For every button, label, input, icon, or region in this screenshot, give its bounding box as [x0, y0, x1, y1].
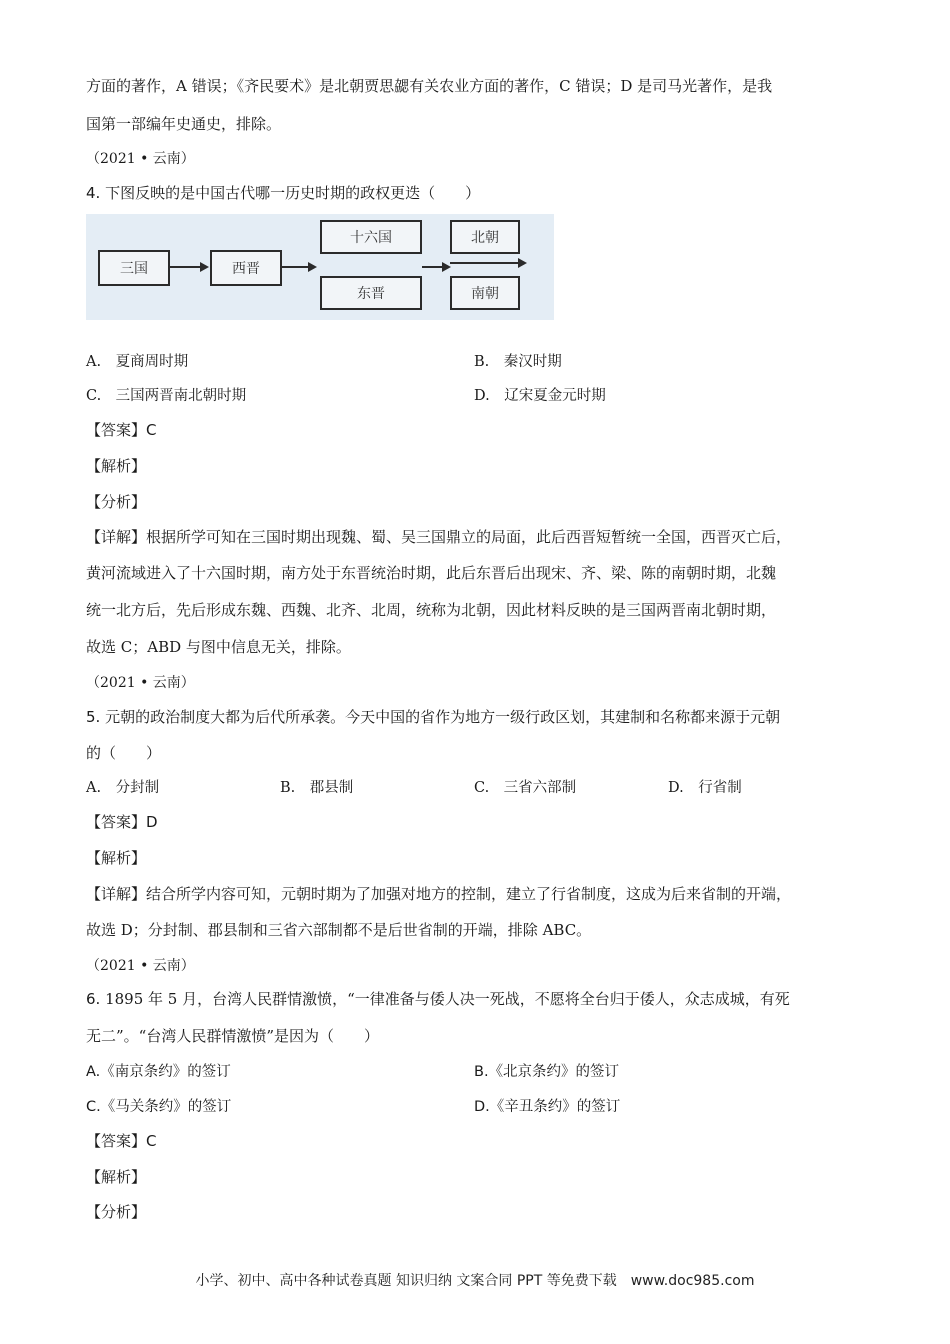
- q6-option-b-text: 《北京条约》的签订: [488, 1064, 620, 1080]
- q4-option-c: C. 三国两晋南北朝时期: [86, 388, 247, 404]
- q6-option-d: [474, 1097, 620, 1117]
- diagram-arrow-3: [422, 266, 444, 268]
- diagram-box-nanchao: 南朝: [450, 276, 520, 310]
- q6-stem-line-2: 无二”。“台湾人民群情激愤”是因为（ ）: [86, 1027, 380, 1045]
- q5-option-d: D. 行省制: [668, 780, 742, 796]
- q5-option-a: A. 分封制: [86, 780, 160, 796]
- q5-answer: [86, 812, 158, 832]
- q5-option-c: C. 三省六部制: [474, 780, 577, 796]
- q6-option-b: [474, 1062, 619, 1082]
- q4-detail-line-4: 故选 C；ABD 与图中信息无关，排除。: [86, 638, 351, 656]
- q6-option-d-letter: D.: [474, 1099, 490, 1115]
- q4-answer-value: C: [146, 421, 157, 439]
- q6-option-d-text: 《辛丑条约》的签订: [489, 1099, 621, 1115]
- q4-option-b: B. 秦汉时期: [474, 354, 562, 370]
- q4-detail-line-2: 黄河流域进入了十六国时期，南方处于东晋统治时期，此后东晋后出现宋、齐、梁、陈的南朝时期，北魏: [86, 564, 777, 582]
- diagram-arrowhead-1: [200, 262, 209, 272]
- q5-detail-line-2: 故选 D；分封制、郡县制和三省六部制都不是后世省制的开端，排除 ABC。: [86, 921, 592, 939]
- q4-detail-text-1: 根据所学可知在三国时期出现魏、蜀、吴三国鼎立的局面，此后西晋短暂统一全国，西晋灭亡后，: [146, 528, 792, 546]
- q5-detail-line-1: [86, 884, 791, 904]
- q6-option-a-letter: A.: [86, 1064, 101, 1080]
- q6-option-c-text: 《马关条约》的签订: [100, 1099, 232, 1115]
- intro-line-2: 国第一部编年史通史，排除。: [86, 115, 282, 133]
- q6-option-c: [86, 1097, 231, 1117]
- diagram-box-xijin: 西晋: [210, 250, 282, 286]
- q5-number: 5.: [86, 708, 101, 726]
- q5-source: （2021 • 云南）: [86, 675, 195, 691]
- q4-option-a: A. 夏商周时期: [86, 354, 189, 370]
- page-footer[interactable]: 小学、初中、高中各种试卷真题 知识归纳 文案合同 PPT 等免费下载 www.doc985.com: [195, 1273, 755, 1289]
- q4-detail-line-1: [86, 527, 791, 547]
- diagram-box-beichao: 北朝: [450, 220, 520, 254]
- q5-detail-text-1: 结合所学内容可知，元朝时期为了加强对地方的控制，建立了行省制度，这成为后来省制的开端，: [146, 885, 792, 903]
- diagram-box-sanguo: 三国: [98, 250, 170, 286]
- diagram-arrowhead-2: [308, 262, 317, 272]
- q6-option-a: [86, 1062, 231, 1082]
- q5-detail-tag: 【详解】: [86, 885, 147, 903]
- q4-answer: [86, 420, 157, 440]
- diagram-arrow-2: [280, 266, 310, 268]
- q6-option-a-text: 《南京条约》的签订: [100, 1064, 231, 1080]
- diagram-arrowhead-4: [518, 258, 527, 268]
- q5-stem-line-1: [86, 707, 780, 727]
- q6-number: 6.: [86, 990, 101, 1008]
- diagram-box-shiliuguo: 十六国: [320, 220, 422, 254]
- q4-number: 4.: [86, 184, 101, 202]
- q6-fenxi: 【分析】: [86, 1203, 147, 1221]
- diagram-arrow-4: [450, 262, 520, 264]
- q6-option-b-letter: B.: [474, 1064, 489, 1080]
- q4-detail-tag: 【详解】: [86, 528, 147, 546]
- q5-option-b: B. 郡县制: [280, 780, 354, 796]
- diagram-box-dongjin: 东晋: [320, 276, 422, 310]
- q5-stem-text-1: 元朝的政治制度大都为后代所承袭。今天中国的省作为地方一级行政区划，其建制和名称都来源于元朝: [105, 708, 781, 726]
- q6-source: （2021 • 云南）: [86, 958, 195, 974]
- diagram-arrow-1: [168, 266, 202, 268]
- q6-stem-text-1: 1895 年 5 月，台湾人民群情激愤，“一律准备与倭人决一死战，不愿将全台归于倭人，众志成城，有死: [105, 990, 790, 1008]
- q4-jiexi: 【解析】: [86, 457, 147, 475]
- q6-stem-line-1: [86, 989, 790, 1009]
- q6-jiexi: 【解析】: [86, 1168, 147, 1186]
- q4-fenxi: 【分析】: [86, 493, 147, 511]
- q5-jiexi: 【解析】: [86, 849, 147, 867]
- intro-line-1: 方面的著作，A 错误；《齐民要术》是北朝贾思勰有关农业方面的著作，C 错误；D 是司马光著作，是我: [86, 77, 773, 95]
- q5-answer-tag: 【答案】: [86, 813, 147, 831]
- q4-stem-text: 下图反映的是中国古代哪一历史时期的政权更迭（ ）: [105, 184, 481, 202]
- q6-answer: [86, 1131, 157, 1151]
- q6-answer-value: C: [146, 1132, 157, 1150]
- q4-stem: [86, 183, 480, 203]
- q5-stem-line-2: 的（ ）: [86, 744, 162, 762]
- q6-option-c-letter: C.: [86, 1099, 101, 1115]
- q5-answer-value: D: [146, 813, 158, 831]
- q4-option-d: D. 辽宋夏金元时期: [474, 388, 606, 404]
- q4-answer-tag: 【答案】: [86, 421, 147, 439]
- q4-source: （2021 • 云南）: [86, 151, 195, 167]
- q4-detail-line-3: 统一北方后，先后形成东魏、西魏、北齐、北周，统称为北朝，因此材料反映的是三国两晋南北朝时期，: [86, 601, 777, 619]
- q6-answer-tag: 【答案】: [86, 1132, 147, 1150]
- q4-diagram: [86, 214, 554, 320]
